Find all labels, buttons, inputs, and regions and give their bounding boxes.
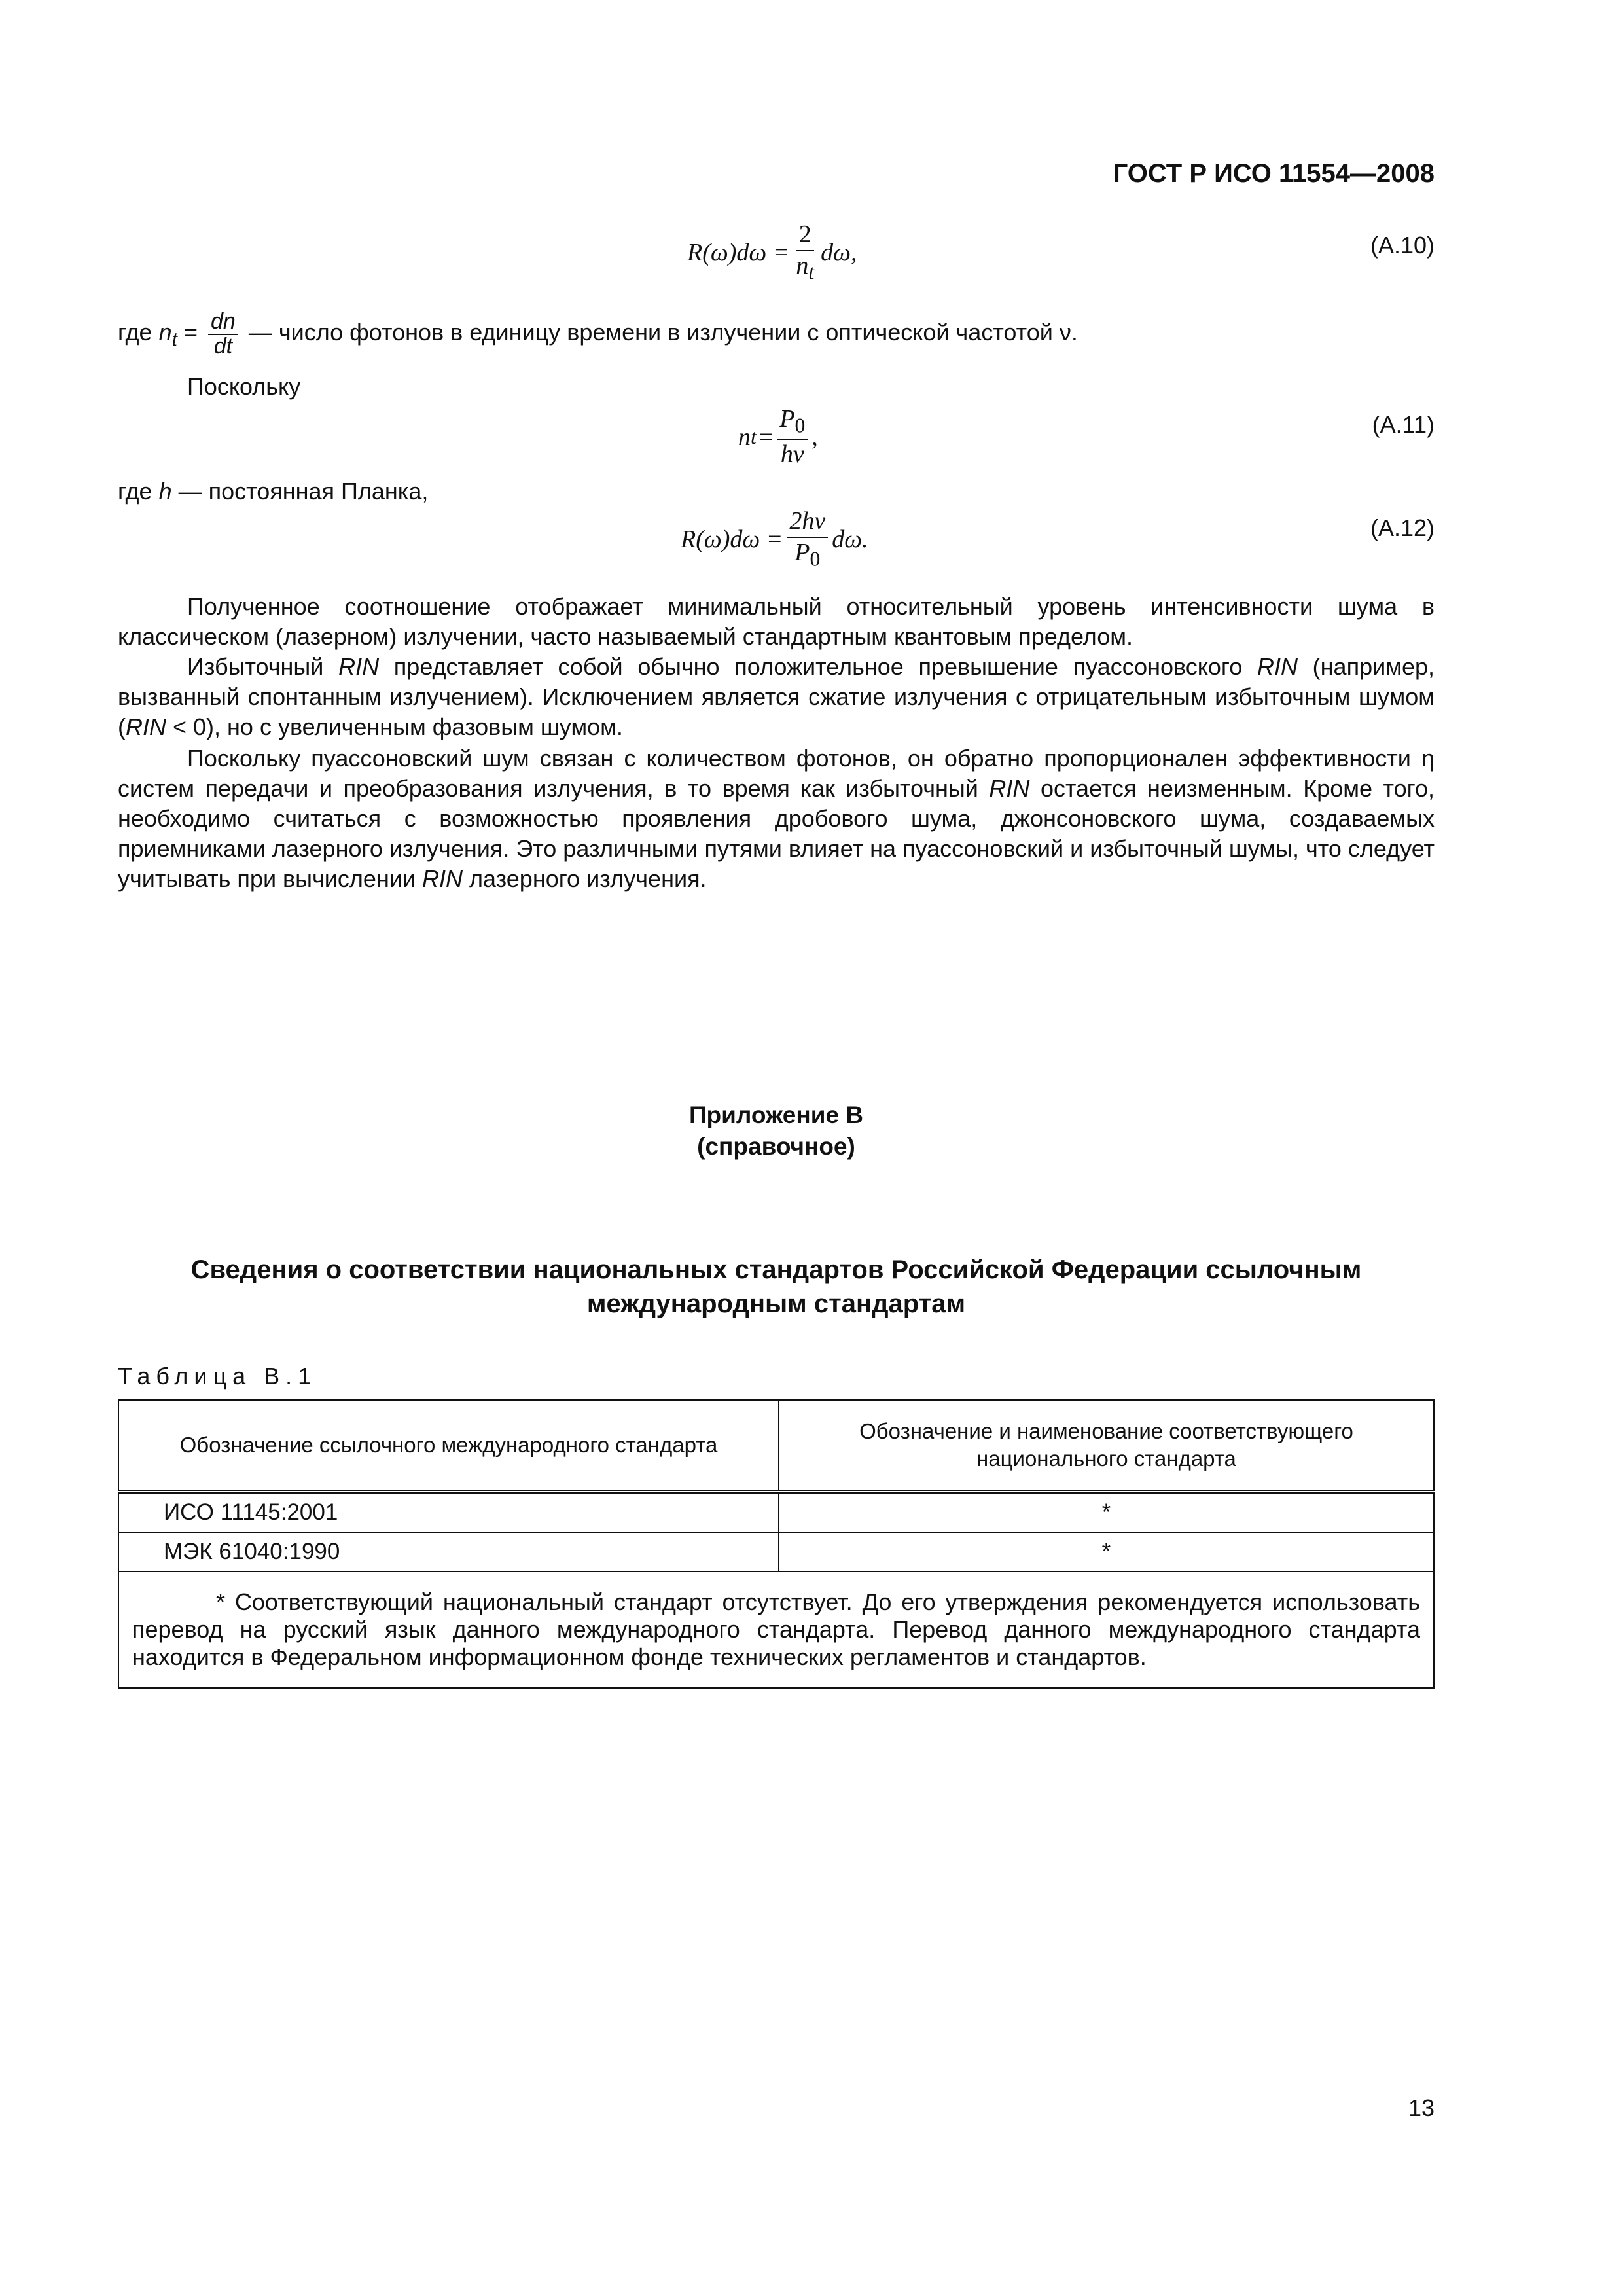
p2-text-b: представляет собой обычно положительное превышение пуассоновского [379,653,1257,680]
table-note-row [118,1571,1434,1688]
equation-a10-denominator [793,251,817,284]
where-nt-line [118,310,1435,358]
equation-a10 [687,221,857,284]
where-h-text: — постоянная Планка, [178,478,429,505]
p3-text-a: Поскольку пуассоновский шум связан с количеством фотонов, он обратно пропорционален эффективности η систем передачи и преобразования излучения, в то время как избыточный [118,745,1435,802]
equation-a12-denominator [792,538,823,571]
equation-a11 [738,406,818,469]
equation-a10-lhs: R(ω)dω = [687,239,790,267]
p2-rin-3: RIN [126,713,166,740]
where-nt-numerator: dn [208,310,238,335]
where-nt-denominator: dt [213,333,233,359]
annex-heading-line1: Сведения о соответствии национальных стандартов Российской Федерации ссылочным [190,1255,1362,1284]
table-cell-national: * [779,1532,1434,1571]
p2-rin-2: RIN [1257,653,1298,680]
table-note: * Соответствующий национальный стандарт отсутствует. До его утверждения рекомендуется использовать перевод на русский язык данного международного стандарта. Перевод данного международного стандарта находится в Федеральном информационном фонде технических регламентов и стандартов. [118,1571,1434,1688]
table-cell-international: МЭК 61040:1990 [118,1532,779,1571]
since-text: Поскольку [187,373,301,400]
equation-a11-numerator [777,406,808,440]
equation-a10-den-sub: t [808,260,815,284]
table-row [118,1532,1434,1571]
table-header-international: Обозначение ссылочного международного стандарта [118,1400,779,1492]
where-nt-text: — число фотонов в единицу времени в излучении с оптической частотой ν. [248,319,1078,346]
table-header-row [118,1400,1434,1492]
where-nt-var: n [158,319,172,346]
p3-text-c: лазерного излучения. [463,865,707,892]
equation-a12-numerator: 2hν [787,508,828,538]
p3-rin-2: RIN [422,865,463,892]
page-number: 13 [1408,2094,1435,2121]
annex-subtitle: (справочное) [697,1133,855,1160]
equation-a12-fraction [787,508,828,571]
paragraph-quantum-limit: Полученное соотношение отображает минимальный относительный уровень интенсивности шума в классическом (лазерном) излучении, часто называемый стандартным квантовым пределом. [118,593,1435,650]
equation-a11-rhs: , [812,423,818,452]
where-h-var: h [158,478,172,505]
equation-a10-rhs: dω, [821,239,857,267]
p2-text-a: Избыточный [187,653,339,680]
annex-title: Приложение В [688,1102,864,1128]
reference-standards-table [118,1399,1435,1689]
p2-rin-1: RIN [338,653,380,680]
equation-a10-numerator: 2 [796,221,814,251]
equation-a12-rhs: dω. [832,526,868,554]
paragraph-poisson-noise [118,744,1435,894]
document-header-standard: ГОСТ Р ИСО 11554—2008 [1113,159,1435,188]
annex-heading-line2: международным стандартам [586,1289,966,1318]
where-h-line [118,476,1435,507]
p2-text-d: < 0), но с увеличенным фазовым шумом. [166,713,623,740]
where-h-prefix: где [118,478,152,505]
table-header-national: Обозначение и наименование соответствующего национального стандарта [779,1400,1434,1492]
table-label: Таблица В.1 [118,1363,317,1390]
equation-a11-lhs-sub: t [751,425,757,449]
equation-a12-den-sub: 0 [810,547,821,571]
equation-a12-number: (A.12) [1370,514,1435,541]
equation-a11-lhs-var: n [738,423,751,452]
where-nt-sub: t [171,329,177,351]
equation-a12 [681,508,868,571]
table-row [118,1492,1434,1532]
equation-a11-denominator: hν [780,440,804,469]
where-nt-eq: = [183,319,198,346]
equation-a11-num-var: P [779,405,795,433]
where-nt-prefix: где [118,319,152,346]
equation-a11-num-sub: 0 [794,414,806,437]
equation-a11-fraction [777,406,808,469]
equation-a12-den-var: P [794,538,810,566]
table-cell-national: * [779,1492,1434,1532]
paragraph-excess-rin [118,652,1435,742]
equation-a10-number: (A.10) [1370,232,1435,259]
equation-a11-eq: = [758,423,774,452]
equation-a10-fraction [793,221,817,284]
p3-text-b: остается неизменным. Кроме того, необходимо считаться с возможностью проявления дробового шума, джонсоновского шума, создаваемых приемниками лазерного излучения. Это различными путями влияет на пуассоновский и избыточный шумы, что следует учитывать при вычислении [118,775,1435,892]
equation-a10-den-var: n [796,251,809,279]
where-nt-fraction [208,310,238,358]
equation-a12-lhs: R(ω)dω = [681,526,783,554]
equation-a11-number: (A.11) [1372,411,1435,438]
table-cell-international: ИСО 11145:2001 [118,1492,779,1532]
p2-text-c: (например, вызванный спонтанным излучением). Исключением является сжатие излучения с отрицательным избыточным шумом ( [118,653,1435,740]
p3-rin-1: RIN [989,775,1030,802]
